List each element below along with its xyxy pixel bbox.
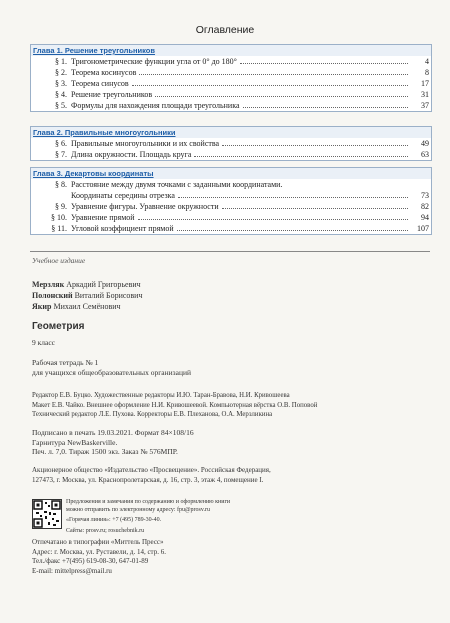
toc-row[interactable] <box>31 100 431 111</box>
edition-type-label: Учебное издание <box>32 256 86 265</box>
leader-dots <box>222 208 408 209</box>
chapter-3-box <box>30 167 432 235</box>
workbook-number: Рабочая тетрадь № 1 <box>32 358 99 367</box>
workbook-block <box>32 358 427 377</box>
toc-row-text: Длина окружности. Площадь круга <box>71 150 192 159</box>
chapter-1-box <box>30 44 432 112</box>
print-line: Гарнитура NewBaskerville. <box>32 437 118 447</box>
contact-line[interactable]: Сайты: prosv.ru; rosuchebnik.ru <box>66 527 145 534</box>
credit-line: Редактор Е.В. Буцко. Художественные редакторы И.Ю. Таран-Бравова, Н.И. Кривошеева <box>32 392 290 399</box>
toc-row[interactable] <box>31 56 431 67</box>
toc-row-number: § 6. <box>55 139 67 148</box>
print-line: Подписано в печать 19.03.2021. Формат 84×108/16 <box>32 428 194 437</box>
toc-row-number: § 3. <box>55 79 67 88</box>
toc-row-page: 37 <box>421 101 429 110</box>
contact-line: «Горячая линия»: +7 (495) 789-30-40. <box>66 517 162 523</box>
toc-row-number: § 5. <box>55 101 67 110</box>
author-surname: Якир <box>32 302 52 311</box>
credit-line: Макет Е.В. Чайко. Внешнее оформление Н.И. Кривошеевой. Компьютерная вёрстка О.В. Поповой <box>32 401 318 409</box>
toc-row-page: 82 <box>421 202 429 211</box>
toc-row-number: § 9. <box>55 202 67 211</box>
author-line <box>32 279 427 290</box>
toc-title: Оглавление <box>195 24 255 36</box>
contact-line[interactable]: можно отправить по электронному адресу: fpu@prosv.ru <box>66 506 210 513</box>
author-name: Михаил Семёнович <box>53 302 121 311</box>
toc-row-page: 107 <box>417 224 429 233</box>
publisher-line: Акционерное общество «Издательство «Просвещение». Российская Федерация, <box>32 466 271 474</box>
print-line: Печ. л. 7,0. Тираж 1500 экз. Заказ № 576МПР. <box>32 447 178 456</box>
toc-row[interactable] <box>31 78 431 89</box>
toc-row[interactable] <box>31 212 431 223</box>
leader-dots <box>222 145 408 146</box>
toc-row-number: § 2. <box>55 68 67 77</box>
author-list <box>32 279 427 312</box>
toc-row-number: § 1. <box>55 57 67 66</box>
contact-line: Предложения и замечания по содержанию и оформлению книги <box>66 499 231 505</box>
toc-row-page: 17 <box>421 79 429 88</box>
chapter-1-heading[interactable]: Глава 1. Решение треугольников <box>31 45 431 56</box>
author-name: Виталий Борисович <box>74 291 143 300</box>
toc-row[interactable] <box>31 190 431 201</box>
printer-line: Тел./факс +7(495) 619-08-30, 647-01-89 <box>32 557 149 565</box>
audience: для учащихся общеобразовательных организаций <box>32 367 191 377</box>
author-surname: Полонский <box>32 291 73 300</box>
toc-row-text: Уравнение фигуры. Уравнение окружности <box>71 202 219 211</box>
contact-info-block <box>66 499 426 535</box>
chapter-3-heading[interactable]: Глава 3. Декартовы координаты <box>31 168 431 179</box>
toc-row-text: Теорема синусов <box>71 79 129 88</box>
leader-dots <box>155 96 408 97</box>
toc-row-text: Уравнение прямой <box>71 213 135 222</box>
toc-row[interactable] <box>31 67 431 78</box>
leader-dots <box>240 63 408 64</box>
printer-line: Отпечатано в типографии «Миттель Пресс» <box>32 538 164 546</box>
author-surname: Мерзляк <box>32 280 65 289</box>
toc-row-number: § 4. <box>55 90 67 99</box>
toc-row-text: Угловой коэффициент прямой <box>71 224 174 233</box>
credit-line: Технический редактор Л.Е. Пухова. Корректоры Е.В. Плеханова, О.А. Мерзликина <box>32 411 273 418</box>
toc-row-page: 63 <box>421 150 429 159</box>
print-details-block <box>32 428 427 457</box>
credits-block <box>32 391 427 420</box>
toc-row-number: § 10. <box>51 213 67 222</box>
toc-row[interactable] <box>31 138 431 149</box>
toc-row-page: 4 <box>425 57 429 66</box>
leader-dots <box>138 219 408 220</box>
toc-row[interactable] <box>31 223 431 234</box>
toc-row-number: § 8. <box>55 180 67 189</box>
imprint-label <box>32 256 427 266</box>
toc-row-page: 31 <box>421 90 429 99</box>
leader-dots <box>132 85 408 86</box>
toc-row[interactable] <box>31 179 431 190</box>
chapter-2-box <box>30 126 432 161</box>
leader-dots <box>194 156 408 157</box>
toc-row-page: 8 <box>425 68 429 77</box>
author-name: Аркадий Григорьевич <box>66 280 141 289</box>
printer-block <box>32 538 427 576</box>
section-divider <box>30 251 430 252</box>
grade: 9 класс <box>32 337 55 347</box>
toc-row-text: Формулы для нахождения площади треугольника <box>71 101 240 110</box>
toc-row[interactable] <box>31 201 431 212</box>
author-line <box>32 301 427 312</box>
toc-row-page: 94 <box>421 213 429 222</box>
toc-row-page: 73 <box>421 191 429 200</box>
toc-row-number: § 11. <box>51 224 67 233</box>
qr-code-icon <box>32 499 62 529</box>
publisher-line: 127473, г. Москва, ул. Краснопролетарская, д. 16, стр. 3, этаж 4, помещение I. <box>32 475 264 484</box>
toc-row[interactable] <box>31 149 431 160</box>
publisher-block <box>32 466 427 485</box>
toc-row-page: 49 <box>421 139 429 148</box>
printer-line[interactable]: E-mail: mittelpress@mail.ru <box>32 566 112 575</box>
leader-dots <box>139 74 408 75</box>
leader-dots <box>177 230 408 231</box>
toc-row-text: Теорема косинусов <box>71 68 137 77</box>
toc-row-number: § 7. <box>55 150 67 159</box>
book-title-block <box>32 322 427 347</box>
leader-dots <box>243 107 408 108</box>
toc-row-text: Решение треугольников <box>71 90 153 99</box>
leader-dots <box>178 197 408 198</box>
toc-row-text: Тригонометрические функции угла от 0° до 180° <box>71 57 237 66</box>
toc-row-text: Правильные многоугольники и их свойства <box>71 139 220 148</box>
printer-line: Адрес: г. Москва, ул. Руставели, д. 14, стр. 6. <box>32 547 166 556</box>
toc-row-text: Координаты середины отрезка <box>71 191 175 200</box>
toc-row[interactable] <box>31 89 431 100</box>
toc-row-text: Расстояние между двумя точками с заданными координатами. <box>71 180 283 189</box>
chapter-2-heading[interactable]: Глава 2. Правильные многоугольники <box>31 127 431 138</box>
author-line <box>32 290 427 301</box>
book-title: Геометрия <box>32 321 85 332</box>
